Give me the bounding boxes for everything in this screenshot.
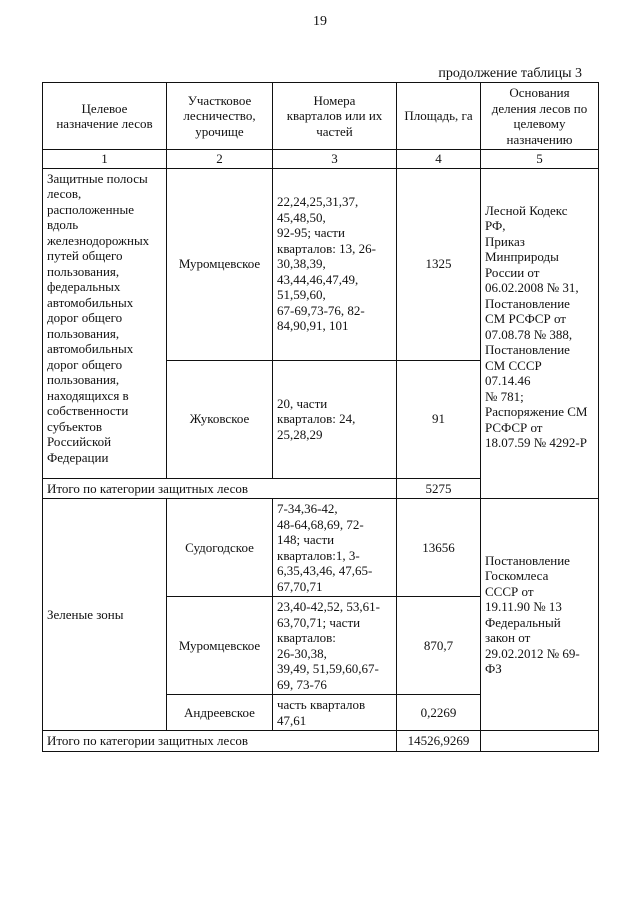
column-number: 4 <box>397 150 481 169</box>
total-area: 5275 <box>397 478 481 499</box>
quarter-numbers: 7-34,36-42, 48-64,68,69, 72- 148; части кварталов:1, 3- 6,35,43,46, 47,65- 67,70,71 <box>273 499 397 597</box>
forestry-name: Муромцевское <box>167 597 273 695</box>
area-value: 1325 <box>397 168 481 360</box>
area-value: 870,7 <box>397 597 481 695</box>
quarter-numbers: 20, части кварталов: 24, 25,28,29 <box>273 360 397 478</box>
forestry-name: Жуковское <box>167 360 273 478</box>
area-value: 0,2269 <box>397 695 481 731</box>
table-row <box>43 499 599 597</box>
forest-purpose-table <box>42 82 599 752</box>
legal-basis: Постановление Госкомлеса СССР от 19.11.90 № 13 Федеральный закон от 29.02.2012 № 69- ФЗ <box>481 499 599 731</box>
quarter-numbers: 23,40-42,52, 53,61- 63,70,71; части кварталов: 26-30,38, 39,49, 51,59,60,67- 69, 73-76 <box>273 597 397 695</box>
quarter-numbers: часть кварталов 47,61 <box>273 695 397 731</box>
table-row <box>43 168 599 360</box>
header-quarters: Номера кварталов или их частей <box>273 83 397 150</box>
quarter-numbers: 22,24,25,31,37, 45,48,50, 92-95; части кварталов: 13, 26- 30,38,39, 43,44,46,47,49, 51,59,60, 67-69,73-76, 82- 84,90,91, 101 <box>273 168 397 360</box>
area-value: 13656 <box>397 499 481 597</box>
total-label: Итого по категории защитных лесов <box>43 478 397 499</box>
legal-basis: Лесной Кодекс РФ, Приказ Минприроды России от 06.02.2008 № 31, Постановление СМ РСФСР от 07.08.78 № 388, Постановление СМ СССР 07.14.46 № 781; Распоряжение СМ РСФСР от 18.07.59 № 4292-Р <box>481 168 599 499</box>
page-number: 19 <box>313 14 327 29</box>
total-label: Итого по категории защитных лесов <box>43 731 397 752</box>
column-number-row <box>43 150 599 169</box>
forestry-name: Судогодское <box>167 499 273 597</box>
continuation-label: продолжение таблицы 3 <box>438 66 582 81</box>
total-area: 14526,9269 <box>397 731 481 752</box>
header-area: Площадь, га <box>397 83 481 150</box>
column-number: 1 <box>43 150 167 169</box>
header-purpose: Целевое назначение лесов <box>43 83 167 150</box>
forestry-name: Андреевское <box>167 695 273 731</box>
empty-cell <box>481 731 599 752</box>
area-value: 91 <box>397 360 481 478</box>
table-header-row <box>43 83 599 150</box>
purpose-green-zones: Зеленые зоны <box>43 499 167 731</box>
purpose-protective-strips: Защитные полосы лесов, расположенные вдоль железнодорожных путей общего пользования, федеральных автомобильных дорог общего пользования, автомобильных дорог общего пользования, находящихся в собственности субъектов Российской Федерации <box>43 168 167 478</box>
column-number: 3 <box>273 150 397 169</box>
header-basis: Основания деления лесов по целевому назначению <box>481 83 599 150</box>
header-forestry: Участковое лесничество, урочище <box>167 83 273 150</box>
column-number: 5 <box>481 150 599 169</box>
column-number: 2 <box>167 150 273 169</box>
total-row <box>43 731 599 752</box>
forestry-name: Муромцевское <box>167 168 273 360</box>
